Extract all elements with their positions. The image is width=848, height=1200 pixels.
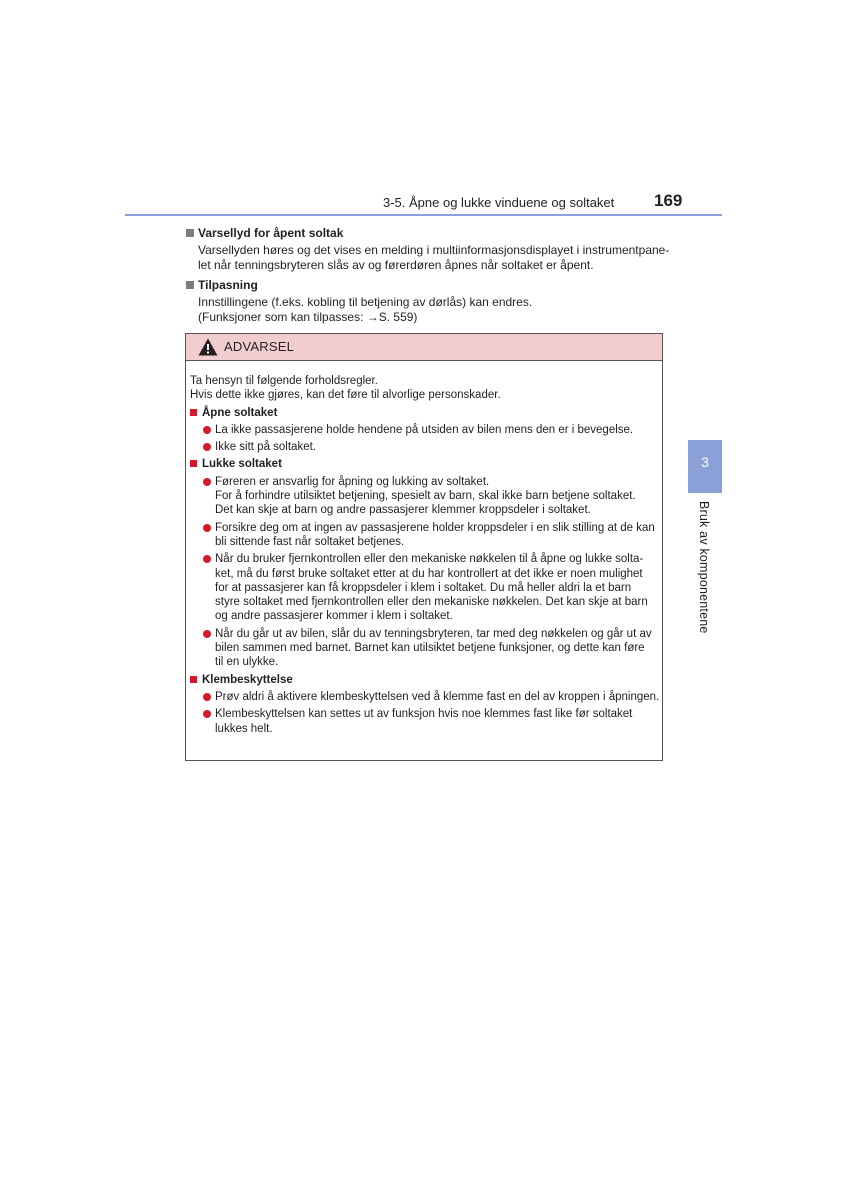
body-line: Innstillingene (f.eks. kobling til betjening av dørlås) kan endres. xyxy=(198,295,533,309)
warning-bullet: La ikke passasjerene holde hendene på utsiden av bilen mens den er i bevegelse. xyxy=(190,423,658,437)
square-bullet-icon xyxy=(186,281,194,289)
red-dot-icon xyxy=(203,443,211,451)
red-square-icon xyxy=(190,409,197,416)
warning-intro-line: Ta hensyn til følgende forholdsregler. xyxy=(190,375,378,387)
warning-triangle-icon xyxy=(198,338,218,356)
red-dot-icon xyxy=(203,555,211,563)
section-heading: Tilpasning xyxy=(186,278,666,293)
section-sunroof-alarm xyxy=(186,226,670,273)
warning-intro-line: Hvis dette ikke gjøres, kan det føre til alvorlige personskader. xyxy=(190,389,501,402)
warning-body xyxy=(190,374,658,736)
red-dot-icon xyxy=(203,630,211,638)
warning-bullet: Når du bruker fjernkontrollen eller den mekaniske nøkkelen til å åpne og lukke solta- ket, må du først bruke soltaket etter at du har kontrollert at det ikke er noen mulighet for at passasjerer kan få kroppsdeler i klem i soltaket. Du må heller aldri la et barn styre soltaket med fjernkontrollen eller den mekaniske nøkkelen. Det kan skje at barn og andre passasjerer kommer i klem i soltaket. xyxy=(190,552,658,623)
square-bullet-icon xyxy=(186,229,194,237)
warning-group-heading: Lukke soltaket xyxy=(190,457,658,471)
warning-group-heading: Klembeskyttelse xyxy=(190,673,658,687)
warning-bullet: Når du går ut av bilen, slår du av tenningsbryteren, tar med deg nøkkelen og går ut av bilen sammen med barnet. Barnet kan utilsiktet betjene funksjoner, og dette kan føre til en ulykke. xyxy=(190,627,658,670)
chapter-number: 3 xyxy=(701,454,709,470)
warning-bullet: Klembeskyttelsen kan settes ut av funksjon hvis noe klemmes fast like før soltaket lukkes helt. xyxy=(190,707,658,736)
body-line: let når tenningsbryteren slås av og førerdøren åpnes når soltaket er åpent. xyxy=(198,258,594,272)
red-dot-icon xyxy=(203,426,211,434)
section-heading: Varsellyd for åpent soltak xyxy=(186,226,666,241)
body-line: Varsellyden høres og det vises en melding i multiinformasjonsdisplayet i instrumentpane- xyxy=(198,243,670,257)
body-line: (Funksjoner som kan tilpasses: →S. 559) xyxy=(198,310,418,324)
red-square-icon xyxy=(190,460,197,467)
section-header-title: 3-5. Åpne og lukke vinduene og soltaket xyxy=(383,195,615,210)
chapter-tab[interactable] xyxy=(688,440,722,493)
red-dot-icon xyxy=(203,710,211,718)
section-customization xyxy=(186,278,666,325)
page-number: 169 xyxy=(654,191,683,210)
red-dot-icon xyxy=(203,524,211,532)
warning-box xyxy=(185,333,663,761)
warning-group-heading: Åpne soltaket xyxy=(190,406,658,420)
warning-bullet: Forsikre deg om at ingen av passasjerene holder kroppsdeler i en slik stilling at de kan bli sittende fast når soltaket betjenes. xyxy=(190,521,658,550)
chapter-label: Bruk av komponentene xyxy=(697,501,711,634)
red-dot-icon xyxy=(203,478,211,486)
warning-header xyxy=(186,334,662,361)
red-square-icon xyxy=(190,676,197,683)
warning-bullet: Prøv aldri å aktivere klembeskyttelsen ved å klemme fast en del av kroppen i åpningen. xyxy=(190,690,658,704)
warning-bullet: Ikke sitt på soltaket. xyxy=(190,440,658,454)
warning-title: ADVARSEL xyxy=(224,339,294,354)
red-dot-icon xyxy=(203,693,211,701)
warning-bullet: Føreren er ansvarlig for åpning og lukking av soltaket. For å forhindre utilsiktet betjening, spesielt av barn, skal ikke barn betjene soltaket. Det kan skje at barn og andre passasjerer klemmer kroppsdeler i soltaket. xyxy=(190,475,658,518)
header-divider xyxy=(125,214,722,216)
